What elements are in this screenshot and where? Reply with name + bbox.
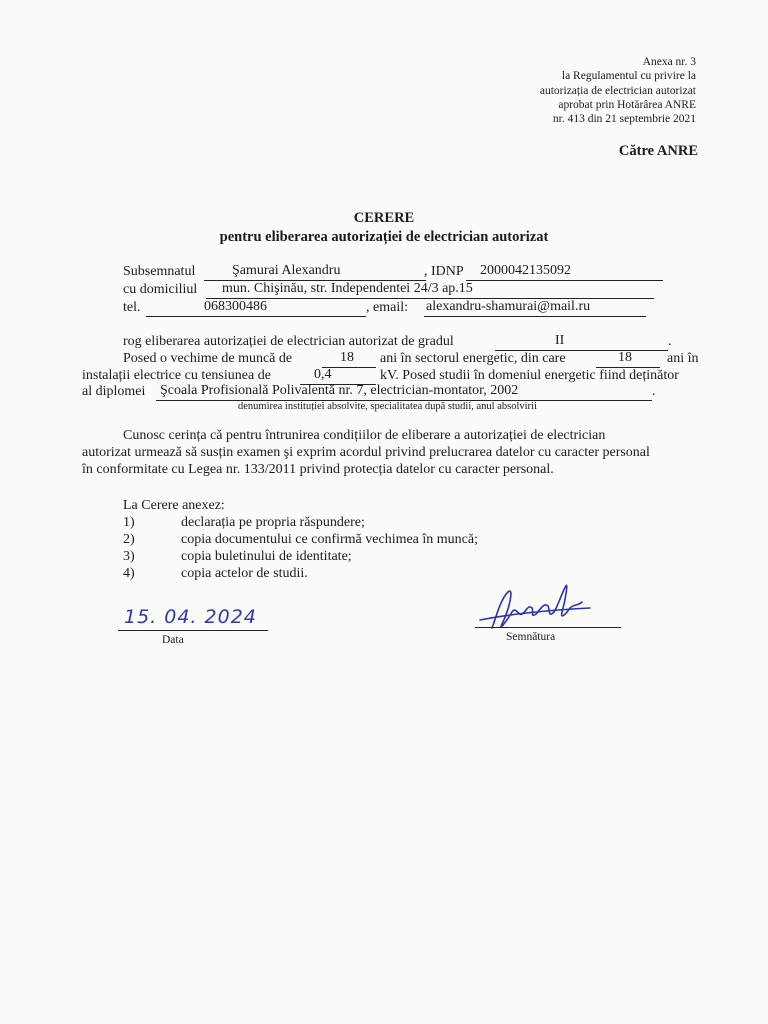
years-install-field [596, 351, 660, 368]
years-total-field [322, 351, 376, 368]
date-handwritten: 15. 04. 2024 [124, 606, 257, 628]
document-title: CERERE [353, 210, 415, 226]
tel-label: tel. [123, 300, 141, 315]
annex-line: la Regulamentul cu privire la [561, 70, 696, 83]
consent-line: Cunosc cerința că pentru întrunirea condițiilor de eliberare a autorizației de electrician [123, 428, 606, 443]
diploma-value: Şcoala Profisională Polivalentă nr. 7, electrician-montator, 2002 [160, 383, 519, 398]
attachments-heading: La Cerere anexez: [123, 498, 225, 513]
name-field [204, 264, 426, 281]
diploma-label: al diplomei [82, 384, 146, 399]
attachment-item: copia actelor de studii. [181, 566, 308, 581]
attachment-item: copia documentului ce confirmă vechimea în muncă; [181, 532, 478, 547]
domicile-label: cu domiciliul [123, 282, 198, 297]
date-label: Data [162, 634, 184, 646]
annex-line: aprobat prin Hotărârea ANRE [558, 98, 696, 111]
attachment-item: declarația pe propria răspundere; [181, 515, 365, 530]
attachment-item: copia buletinului de identitate; [181, 549, 352, 564]
voltage-text-b: kV. Posed studii în domeniul energetic fiind deținător [380, 368, 679, 383]
attachment-number: 4) [123, 566, 135, 581]
attachment-number: 3) [123, 549, 135, 564]
signature-line [475, 627, 621, 628]
idnp-field [466, 264, 663, 281]
consent-line: în conformitate cu Legea nr. 133/2011 privind protecția datelor cu caracter personal. [82, 462, 554, 477]
attachment-number: 1) [123, 515, 135, 530]
experience-text-c: ani în [667, 351, 699, 366]
signature-label: Semnătura [506, 631, 556, 643]
signature-graphic [470, 578, 630, 638]
idnp-value: 2000042135092 [480, 263, 571, 278]
email-label: , email: [366, 300, 408, 315]
attachment-number: 2) [123, 532, 135, 547]
grade-text: rog eliberarea autorizației de electrician autorizat de gradul [123, 334, 454, 349]
voltage-value: 0,4 [314, 367, 332, 382]
domicile-value: mun. Chişinău, str. Independentei 24/3 ap.15 [222, 281, 473, 296]
consent-line: autorizat urmează să susțin examen şi exprim acordul privind prelucrarea datelor cu caracter personal [82, 445, 650, 460]
annex-line: nr. 413 din 21 septembrie 2021 [552, 113, 696, 126]
date-line [118, 630, 268, 631]
years-install-value: 18 [618, 350, 632, 365]
grade-field [495, 334, 668, 351]
annex-line: Anexa nr. 3 [642, 56, 696, 68]
email-value: alexandru-shamurai@mail.ru [426, 299, 591, 314]
years-total-value: 18 [340, 350, 354, 365]
domicile-field [206, 282, 654, 299]
annex-line: autorizația de electrician autorizat [539, 84, 696, 97]
name-value: Şamurai Alexandru [232, 263, 341, 278]
experience-text-a: Posed o vechime de muncă de [123, 351, 293, 366]
addressee: Către ANRE [618, 143, 698, 159]
name-label: Subsemnatul [123, 264, 196, 279]
voltage-text-a: instalații electrice cu tensiunea de [82, 368, 271, 383]
email-field [424, 300, 646, 317]
tel-field [146, 300, 366, 317]
idnp-label: , IDNP [424, 264, 464, 279]
tel-value: 068300486 [204, 299, 267, 314]
grade-value: II [555, 333, 565, 348]
experience-text-b: ani în sectorul energetic, din care [380, 351, 566, 366]
diploma-field [156, 384, 652, 401]
diploma-hint: denumirea instituției absolvite, specialitatea după studii, anul absolvirii [238, 401, 537, 412]
document-subtitle: pentru eliberarea autorizației de electrician autorizat [219, 229, 549, 245]
annex-reference [540, 55, 696, 126]
